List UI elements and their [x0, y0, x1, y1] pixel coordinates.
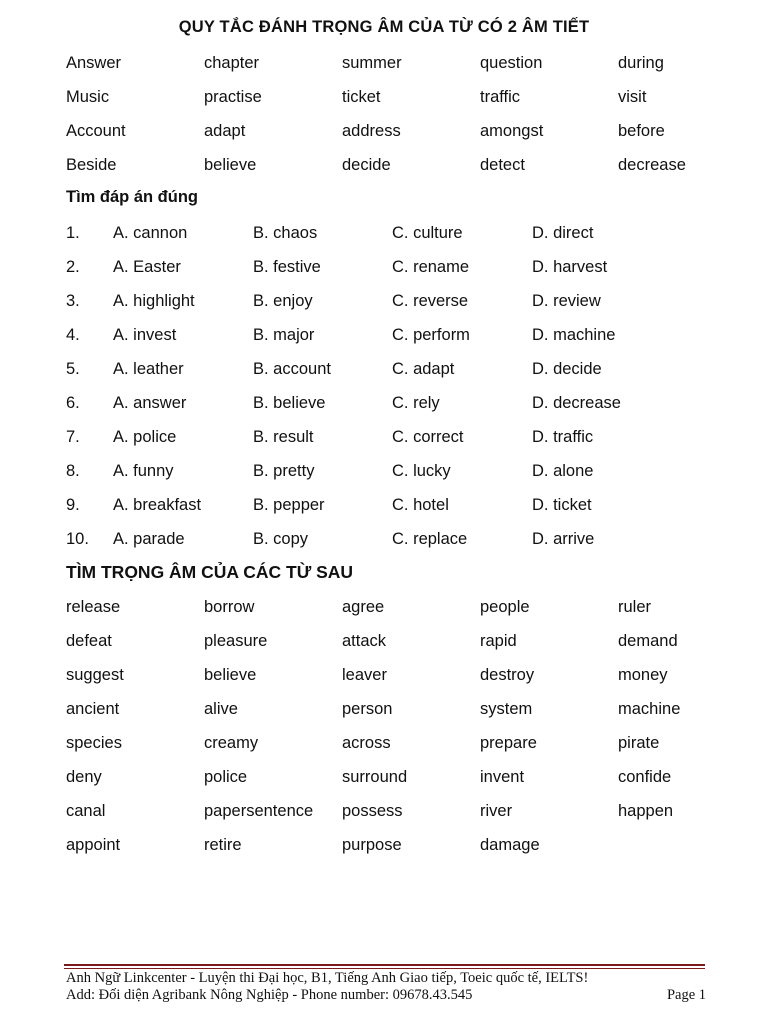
word-cell: person	[342, 699, 393, 718]
word-cell: defeat	[66, 631, 112, 650]
word-cell: summer	[342, 53, 402, 72]
option-b: B. pepper	[253, 495, 325, 514]
word-cell: damage	[480, 835, 540, 854]
option-a: A. answer	[113, 393, 187, 412]
word-cell: during	[618, 53, 664, 72]
word-cell: detect	[480, 155, 525, 174]
option-c: C. lucky	[392, 461, 451, 480]
question-number: 2.	[66, 257, 80, 276]
word-cell: chapter	[204, 53, 260, 72]
option-b: B. account	[253, 359, 331, 378]
option-d: D. harvest	[532, 257, 608, 276]
word-cell: pleasure	[204, 631, 268, 650]
quiz-item	[66, 318, 746, 352]
word-cell: practise	[204, 87, 262, 106]
table-row	[66, 148, 756, 182]
word-cell: question	[480, 53, 543, 72]
option-b: B. enjoy	[253, 291, 313, 310]
option-b: B. result	[253, 427, 314, 446]
footer-line-2	[66, 987, 706, 1004]
word-cell: across	[342, 733, 391, 752]
footer-address-text: Add: Đối diện Agribank Nông Nghiệp - Phone number: 09678.43.545	[66, 987, 473, 1003]
word-table-2	[66, 590, 756, 862]
word-cell: ancient	[66, 699, 120, 718]
option-c: C. hotel	[392, 495, 449, 514]
question-number: 3.	[66, 291, 80, 310]
word-cell: borrow	[204, 597, 255, 616]
word-cell: suggest	[66, 665, 124, 684]
table-row	[66, 46, 756, 80]
word-cell: believe	[204, 665, 257, 684]
word-cell: surround	[342, 767, 408, 786]
option-c: C. culture	[392, 223, 463, 242]
word-cell: Music	[66, 87, 110, 106]
question-number: 6.	[66, 393, 80, 412]
option-a: A. cannon	[113, 223, 188, 242]
table-row	[66, 794, 756, 828]
option-a: A. leather	[113, 359, 184, 378]
word-cell: papersentence	[204, 801, 314, 820]
option-c: C. adapt	[392, 359, 455, 378]
word-cell: police	[204, 767, 248, 786]
word-cell: pirate	[618, 733, 660, 752]
word-cell: destroy	[480, 665, 535, 684]
option-a: A. police	[113, 427, 177, 446]
table-row	[66, 760, 756, 794]
quiz-item	[66, 250, 746, 284]
word-cell: prepare	[480, 733, 537, 752]
word-cell: rapid	[480, 631, 517, 650]
option-c: C. rename	[392, 257, 470, 276]
word-cell: address	[342, 121, 401, 140]
word-cell: invent	[480, 767, 525, 786]
quiz-heading: Tìm đáp án đúng	[66, 188, 198, 206]
word-cell: deny	[66, 767, 102, 786]
word-cell: retire	[204, 835, 242, 854]
option-d: D. direct	[532, 223, 594, 242]
page-number: Page 1	[666, 987, 706, 1003]
option-d: D. ticket	[532, 495, 592, 514]
table-row	[66, 590, 756, 624]
word-table-1	[66, 46, 756, 182]
word-cell: appoint	[66, 835, 121, 854]
word-cell: Beside	[66, 155, 117, 174]
word-cell: adapt	[204, 121, 246, 140]
option-b: B. chaos	[253, 223, 318, 242]
option-d: D. decide	[532, 359, 602, 378]
word-cell: decide	[342, 155, 391, 174]
word-cell: release	[66, 597, 121, 616]
quiz-item	[66, 216, 746, 250]
word-cell: creamy	[204, 733, 259, 752]
word-cell: demand	[618, 631, 678, 650]
option-d: D. traffic	[532, 427, 594, 446]
quiz-item	[66, 454, 746, 488]
word-cell: before	[618, 121, 665, 140]
quiz-list	[66, 216, 746, 556]
option-b: B. copy	[253, 529, 309, 548]
word-cell: machine	[618, 699, 681, 718]
word-cell: purpose	[342, 835, 402, 854]
table-row	[66, 692, 756, 726]
question-number: 7.	[66, 427, 80, 446]
option-c: C. reverse	[392, 291, 469, 310]
table-row	[66, 726, 756, 760]
option-c: C. perform	[392, 325, 470, 344]
word-cell: people	[480, 597, 530, 616]
word-cell: confide	[618, 767, 672, 786]
option-c: C. rely	[392, 393, 440, 412]
word-cell: alive	[204, 699, 238, 718]
question-number: 4.	[66, 325, 80, 344]
footer-divider	[64, 964, 705, 966]
quiz-item	[66, 522, 746, 556]
option-b: B. believe	[253, 393, 326, 412]
option-d: D. arrive	[532, 529, 595, 548]
option-d: D. review	[532, 291, 601, 310]
quiz-item	[66, 284, 746, 318]
quiz-item	[66, 352, 746, 386]
footer-divider-thin	[64, 968, 705, 969]
table-row	[66, 624, 756, 658]
option-d: D. alone	[532, 461, 594, 480]
word-cell: visit	[618, 87, 647, 106]
word-cell: believe	[204, 155, 257, 174]
option-a: A. funny	[113, 461, 174, 480]
word-cell: money	[618, 665, 668, 684]
option-a: A. highlight	[113, 291, 195, 310]
footer-promo-text: Anh Ngữ Linkcenter - Luyện thi Đại học, B1, Tiếng Anh Giao tiếp, Toeic quốc tế, IELTS!	[66, 970, 589, 986]
stress-heading: TÌM TRỌNG ÂM CỦA CÁC TỪ SAU	[66, 562, 354, 582]
quiz-item	[66, 386, 746, 420]
question-number: 1.	[66, 223, 80, 242]
quiz-item	[66, 488, 746, 522]
quiz-item	[66, 420, 746, 454]
word-cell: traffic	[480, 87, 521, 106]
question-number: 5.	[66, 359, 80, 378]
word-cell: possess	[342, 801, 403, 820]
option-b: B. major	[253, 325, 315, 344]
table-row	[66, 828, 756, 862]
word-cell: attack	[342, 631, 387, 650]
page-title: QUY TẮC ĐÁNH TRỌNG ÂM CỦA TỪ CÓ 2 ÂM TIẾT	[178, 18, 590, 36]
option-d: D. machine	[532, 325, 616, 344]
word-cell: ticket	[342, 87, 381, 106]
table-row	[66, 114, 756, 148]
question-number: 8.	[66, 461, 80, 480]
question-number: 10.	[66, 529, 89, 548]
option-a: A. invest	[113, 325, 177, 344]
question-number: 9.	[66, 495, 80, 514]
option-b: B. festive	[253, 257, 321, 276]
table-row	[66, 658, 756, 692]
word-cell: decrease	[618, 155, 686, 174]
word-cell: canal	[66, 801, 106, 820]
word-cell: agree	[342, 597, 385, 616]
word-cell: Answer	[66, 53, 122, 72]
option-a: A. Easter	[113, 257, 181, 276]
option-a: A. breakfast	[113, 495, 202, 514]
footer-line-1	[66, 970, 706, 987]
table-row	[66, 80, 756, 114]
word-cell: amongst	[480, 121, 544, 140]
option-c: C. replace	[392, 529, 468, 548]
option-a: A. parade	[113, 529, 185, 548]
option-c: C. correct	[392, 427, 464, 446]
word-cell: Account	[66, 121, 126, 140]
option-b: B. pretty	[253, 461, 315, 480]
word-cell: leaver	[342, 665, 387, 684]
option-d: D. decrease	[532, 393, 621, 412]
word-cell: ruler	[618, 597, 652, 616]
word-cell: system	[480, 699, 533, 718]
footer	[66, 970, 706, 1004]
word-cell: species	[66, 733, 122, 752]
word-cell: river	[480, 801, 513, 820]
word-cell: happen	[618, 801, 674, 820]
